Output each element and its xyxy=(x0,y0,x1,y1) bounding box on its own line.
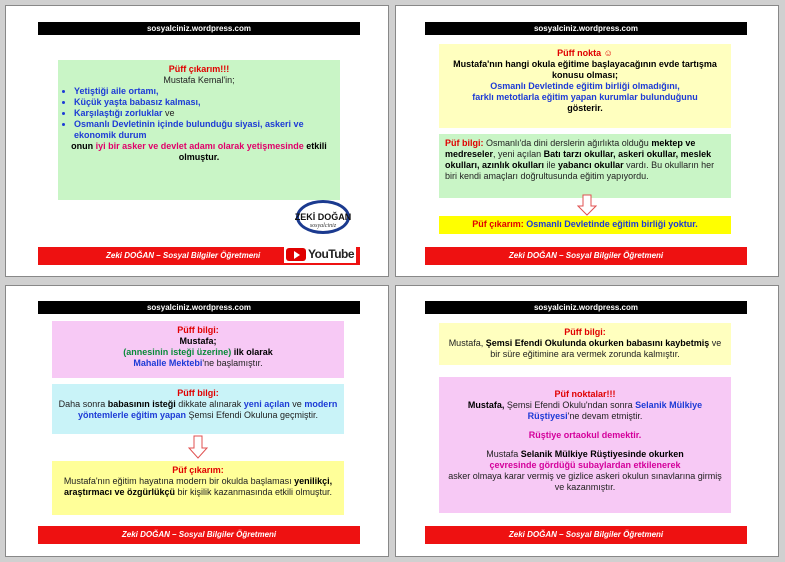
conclusion-text: onun iyi bir asker ve devlet adamı olarak yetişmesinde etkili olmuştur. xyxy=(71,141,327,162)
youtube-badge[interactable] xyxy=(284,246,356,263)
conclusion-box: Püf çıkarım: Mustafa'nın eğitim hayatına modern bir okulda başlaması yenilikçi, araştırmacı ve özgürlükçü bir kişilik kazanmasında etkili olmuştur. xyxy=(52,461,344,515)
list-item: • Küçük yaşta babasız kalması, xyxy=(74,97,334,108)
point-box: Püff nokta ☺ Mustafa'nın hangi okula eğitime başlayacağının evde tartışma konusu olması; Osmanlı Devletinde eğitim birliği olmadığını, farklı metotlarla eğitim yapan kurumlar bulunduğunu gösterir. xyxy=(439,44,731,128)
factor-list xyxy=(64,86,334,141)
intro-text: Mustafa Kemal'in; xyxy=(163,75,235,85)
points-box: Püf noktalar!!! Mustafa, Şemsi Efendi Okulu'ndan sonra Selanik Mülkiye Rüştiyesi'ne devam etmiştir. Rüştiye ortaokul demektir. Mustafa Selanik Mülkiye Rüştiyesinde okurken çevresinde gördüğü subaylardan etkilenerek asker olmaya karar vermiş ve gizlice askeri okulun sınavlarına girmiş ve kazanmıştır. xyxy=(439,377,731,513)
box-title: Püff çıkarım!!! xyxy=(168,64,230,74)
slide-header: sosyalciniz.wordpress.com xyxy=(38,301,360,314)
box-title: Püff bilgi: xyxy=(564,327,606,337)
slide-3[interactable] xyxy=(38,301,360,544)
info-box: Püff bilgi: Daha sonra babasının isteği dikkate alınarak yeni açılan ve modern yöntemlerle eğitim yapan Şemsi Efendi Okuluna geçmiştir. xyxy=(52,384,344,434)
youtube-play-icon xyxy=(286,248,306,261)
youtube-label: YouTube xyxy=(308,247,355,261)
slide-footer: Zeki DOĞAN – Sosyal Bilgiler Öğretmeni xyxy=(38,526,360,544)
footer-text: Zeki DOĞAN – Sosyal Bilgiler Öğretmeni xyxy=(106,251,261,260)
list-item: • Yetiştiği aile ortamı, xyxy=(74,86,334,97)
box-title: Püff bilgi: xyxy=(177,388,219,398)
box-title: Püf noktalar!!! xyxy=(554,389,616,399)
slide-footer: Zeki DOĞAN – Sosyal Bilgiler Öğretmeni xyxy=(425,247,747,265)
info-box: Püff bilgi: Mustafa, Şemsi Efendi Okulunda okurken babasını kaybetmiş ve bir süre eğitimine ara vermek zorunda kalmıştır. xyxy=(439,323,731,365)
logo xyxy=(290,200,356,236)
list-item: • Karşılaştığı zorluklar ve xyxy=(74,108,334,119)
info-box: Püf bilgi: Osmanlı'da dini derslerin ağırlıkta olduğu mektep ve medreseler, yeni açılan Batı tarzı okullar, askeri okullar, meslek okulları, azınlık okulları ile yabancı okullar vardı. Bu okulların her biri kendi amaçları doğrultusunda eğitim yapıyordu. xyxy=(439,134,731,198)
slide-4[interactable] xyxy=(425,301,747,544)
slide-header: sosyalciniz.wordpress.com xyxy=(425,22,747,35)
slide-2[interactable] xyxy=(425,22,747,265)
slide-1[interactable] xyxy=(38,22,360,265)
box-title: Püf çıkarım: xyxy=(172,465,224,475)
box-title: Püff nokta ☺ xyxy=(557,48,613,58)
list-item: • Osmanlı Devletinin içinde bulunduğu siyasi, askeri ve ekonomik durum xyxy=(74,119,334,141)
box-title: Püff bilgi: xyxy=(177,325,219,335)
info-box: Püff bilgi: Mustafa; (annesinin isteği üzerine) ilk olarak Mahalle Mektebi'ne başlamıştır. xyxy=(52,321,344,378)
logo-name: ZEKİ DOĞAN xyxy=(294,212,352,222)
slide-footer: Zeki DOĞAN – Sosyal Bilgiler Öğretmeni xyxy=(425,526,747,544)
slide-header: sosyalciniz.wordpress.com xyxy=(38,22,360,35)
conclusion-box: Püf çıkarım: Osmanlı Devletinde eğitim birliği yoktur. xyxy=(439,216,731,234)
slide-header: sosyalciniz.wordpress.com xyxy=(425,301,747,314)
logo-sub: sosyalciniz xyxy=(309,223,337,229)
down-arrow-icon xyxy=(188,435,208,459)
conclusion-box xyxy=(58,60,340,200)
down-arrow-icon xyxy=(577,194,597,216)
